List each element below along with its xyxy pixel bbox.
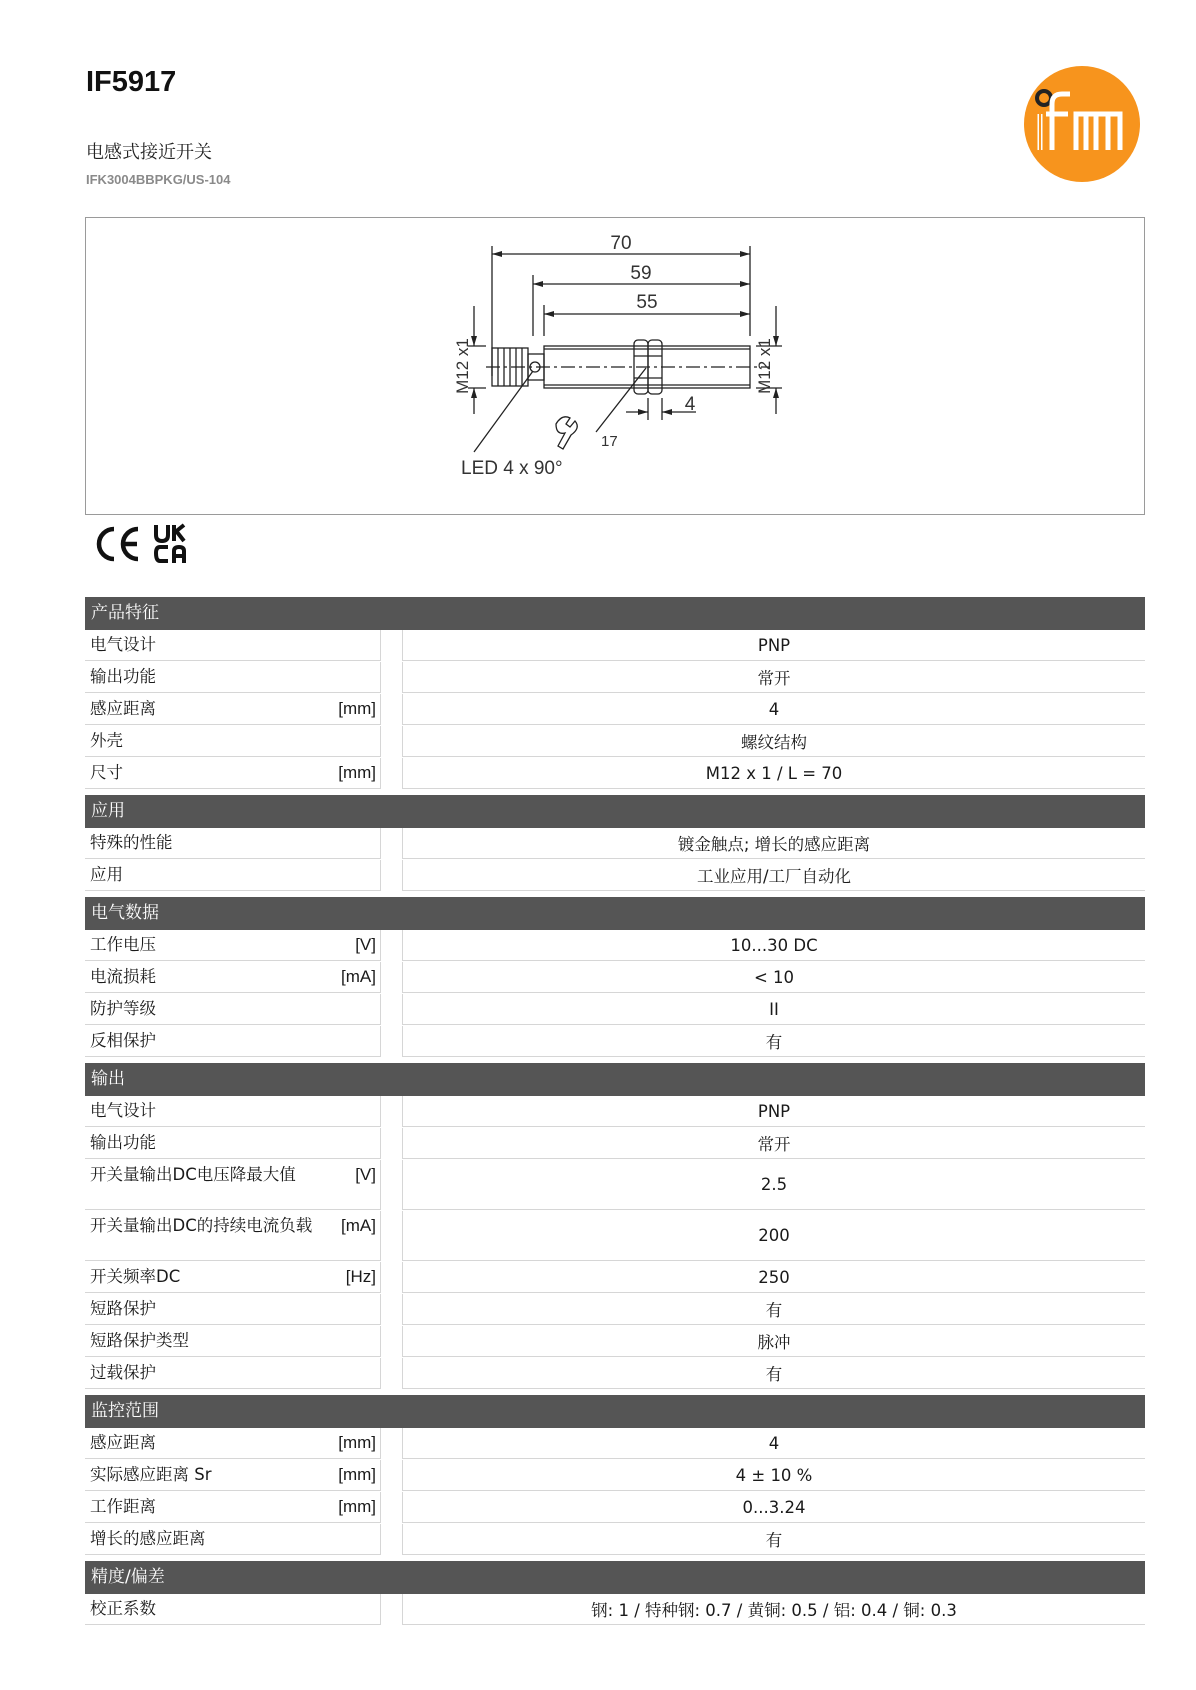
spec-value: 250 — [402, 1262, 1145, 1293]
spec-label: 开关量输出DC的持续电流负载 — [90, 1216, 313, 1235]
spec-row — [85, 1594, 1145, 1625]
spec-value: II — [402, 994, 1145, 1025]
spec-label-cell — [85, 758, 381, 789]
spec-row — [85, 828, 1145, 859]
spec-unit: [mm] — [338, 699, 376, 718]
section-header: 监控范围 — [85, 1395, 1145, 1428]
dim-59-label: 59 — [630, 263, 652, 284]
spec-label-cell — [85, 1358, 381, 1389]
spec-value: 有 — [402, 1358, 1145, 1389]
spec-value: 有 — [402, 1524, 1145, 1555]
spec-value: 4 — [402, 1428, 1145, 1459]
specification-table — [85, 597, 1145, 1626]
spec-label: 反相保护 — [90, 1031, 156, 1050]
spec-row — [85, 860, 1145, 891]
spec-row — [85, 630, 1145, 661]
spec-label-cell — [85, 1428, 381, 1459]
spec-label-cell — [85, 828, 381, 859]
spec-label-cell — [85, 1128, 381, 1159]
certification-marks — [92, 523, 202, 565]
spec-label: 过载保护 — [90, 1363, 156, 1382]
spec-value: 有 — [402, 1026, 1145, 1057]
spec-label-cell — [85, 1294, 381, 1325]
spec-value: < 10 — [402, 962, 1145, 993]
thread-right-label: M12 x1 — [755, 338, 774, 394]
section-header: 精度/偏差 — [85, 1561, 1145, 1594]
spec-label: 输出功能 — [90, 667, 156, 686]
section-header: 输出 — [85, 1063, 1145, 1096]
spec-unit: [mm] — [338, 763, 376, 782]
spec-label: 感应距离 — [90, 1433, 156, 1452]
spec-unit: [mm] — [338, 1465, 376, 1484]
section-header: 应用 — [85, 795, 1145, 828]
product-subtitle: 电感式接近开关 — [86, 142, 212, 163]
spec-unit: [V] — [355, 935, 376, 954]
spec-label: 工作距离 — [90, 1497, 156, 1516]
spec-label: 工作电压 — [90, 935, 156, 954]
spec-label-cell — [85, 1524, 381, 1555]
spec-label: 电气设计 — [90, 635, 156, 654]
spec-label-cell — [85, 694, 381, 725]
dimension-drawing — [85, 217, 1145, 515]
spec-value: 常开 — [402, 662, 1145, 693]
spec-value: 4 — [402, 694, 1145, 725]
spec-row — [85, 1096, 1145, 1127]
thread-left-label: M12 x1 — [453, 338, 472, 394]
spec-row — [85, 1460, 1145, 1491]
spec-label: 特殊的性能 — [90, 833, 173, 852]
spec-value: PNP — [402, 630, 1145, 661]
spec-label: 感应距离 — [90, 699, 156, 718]
spec-value: 有 — [402, 1294, 1145, 1325]
spec-label-cell — [85, 1160, 381, 1210]
spec-label: 校正系数 — [90, 1599, 156, 1618]
spec-label: 增长的感应距离 — [90, 1529, 206, 1548]
section-header: 产品特征 — [85, 597, 1145, 630]
spec-label: 开关量输出DC电压降最大值 — [90, 1165, 296, 1184]
spec-row — [85, 1262, 1145, 1293]
spec-label-cell — [85, 1026, 381, 1057]
dim-4-label: 4 — [684, 394, 696, 415]
spec-label-cell — [85, 930, 381, 961]
spec-label: 输出功能 — [90, 1133, 156, 1152]
spec-unit: [mA] — [341, 967, 376, 986]
spec-value: 镀金触点; 增长的感应距离 — [402, 828, 1145, 859]
spec-label-cell — [85, 1460, 381, 1491]
ifm-logo — [1024, 66, 1140, 182]
spec-unit: [mm] — [338, 1433, 376, 1452]
spec-row — [85, 994, 1145, 1025]
led-label: LED 4 x 90° — [461, 458, 563, 479]
spec-label-cell — [85, 726, 381, 757]
spec-unit: [Hz] — [345, 1267, 376, 1286]
spec-value: 常开 — [402, 1128, 1145, 1159]
ukca-mark-icon — [156, 525, 184, 563]
spec-label-cell — [85, 1211, 381, 1261]
ce-mark-icon — [99, 529, 138, 559]
order-code: IFK3004BBPKG/US-104 — [86, 172, 231, 187]
spec-label: 电流损耗 — [90, 967, 156, 986]
spec-row — [85, 726, 1145, 757]
spec-value: 螺纹结构 — [402, 726, 1145, 757]
spec-label-cell — [85, 1262, 381, 1293]
spec-label: 防护等级 — [90, 999, 156, 1018]
dim-70-label: 70 — [610, 233, 632, 254]
spec-label-cell — [85, 994, 381, 1025]
spec-label: 短路保护类型 — [90, 1331, 189, 1350]
spec-row — [85, 1326, 1145, 1357]
spec-label: 外壳 — [90, 731, 123, 750]
spec-row — [85, 1211, 1145, 1261]
spec-label-cell — [85, 1492, 381, 1523]
spec-value: 脉冲 — [402, 1326, 1145, 1357]
spec-label: 应用 — [90, 865, 123, 884]
spec-label: 短路保护 — [90, 1299, 156, 1318]
wrench-size-label: 17 — [601, 433, 618, 450]
section-header: 电气数据 — [85, 897, 1145, 930]
spec-value: 2.5 — [402, 1160, 1145, 1210]
spec-label-cell — [85, 662, 381, 693]
spec-row — [85, 694, 1145, 725]
spec-row — [85, 1026, 1145, 1057]
spec-label: 电气设计 — [90, 1101, 156, 1120]
spec-row — [85, 1428, 1145, 1459]
spec-label: 尺寸 — [90, 763, 123, 782]
spec-value: 钢: 1 / 特种钢: 0.7 / 黄铜: 0.5 / 铝: 0.4 / 铜: 0.3 — [402, 1594, 1145, 1625]
spec-label-cell — [85, 1096, 381, 1127]
spec-value: 10...30 DC — [402, 930, 1145, 961]
spec-value: 200 — [402, 1211, 1145, 1261]
spec-row — [85, 930, 1145, 961]
spec-label-cell — [85, 1594, 381, 1625]
spec-row — [85, 962, 1145, 993]
spec-row — [85, 1160, 1145, 1210]
spec-unit: [V] — [355, 1165, 376, 1184]
spec-value: 4 ± 10 % — [402, 1460, 1145, 1491]
spec-label-cell — [85, 1326, 381, 1357]
spec-row — [85, 662, 1145, 693]
spec-row — [85, 1524, 1145, 1555]
spec-row — [85, 1492, 1145, 1523]
spec-label-cell — [85, 630, 381, 661]
spec-label: 实际感应距离 Sr — [90, 1465, 212, 1484]
spec-row — [85, 1358, 1145, 1389]
spec-label-cell — [85, 860, 381, 891]
spec-row — [85, 758, 1145, 789]
spec-value: 工业应用/工厂自动化 — [402, 860, 1145, 891]
spec-row — [85, 1294, 1145, 1325]
spec-value: PNP — [402, 1096, 1145, 1127]
spec-label: 开关频率DC — [90, 1267, 181, 1286]
spec-unit: [mm] — [338, 1497, 376, 1516]
product-title: IF5917 — [86, 66, 177, 98]
spec-row — [85, 1128, 1145, 1159]
dim-55-label: 55 — [636, 292, 658, 313]
spec-value: M12 x 1 / L = 70 — [402, 758, 1145, 789]
spec-value: 0...3.24 — [402, 1492, 1145, 1523]
spec-label-cell — [85, 962, 381, 993]
spec-unit: [mA] — [341, 1216, 376, 1235]
